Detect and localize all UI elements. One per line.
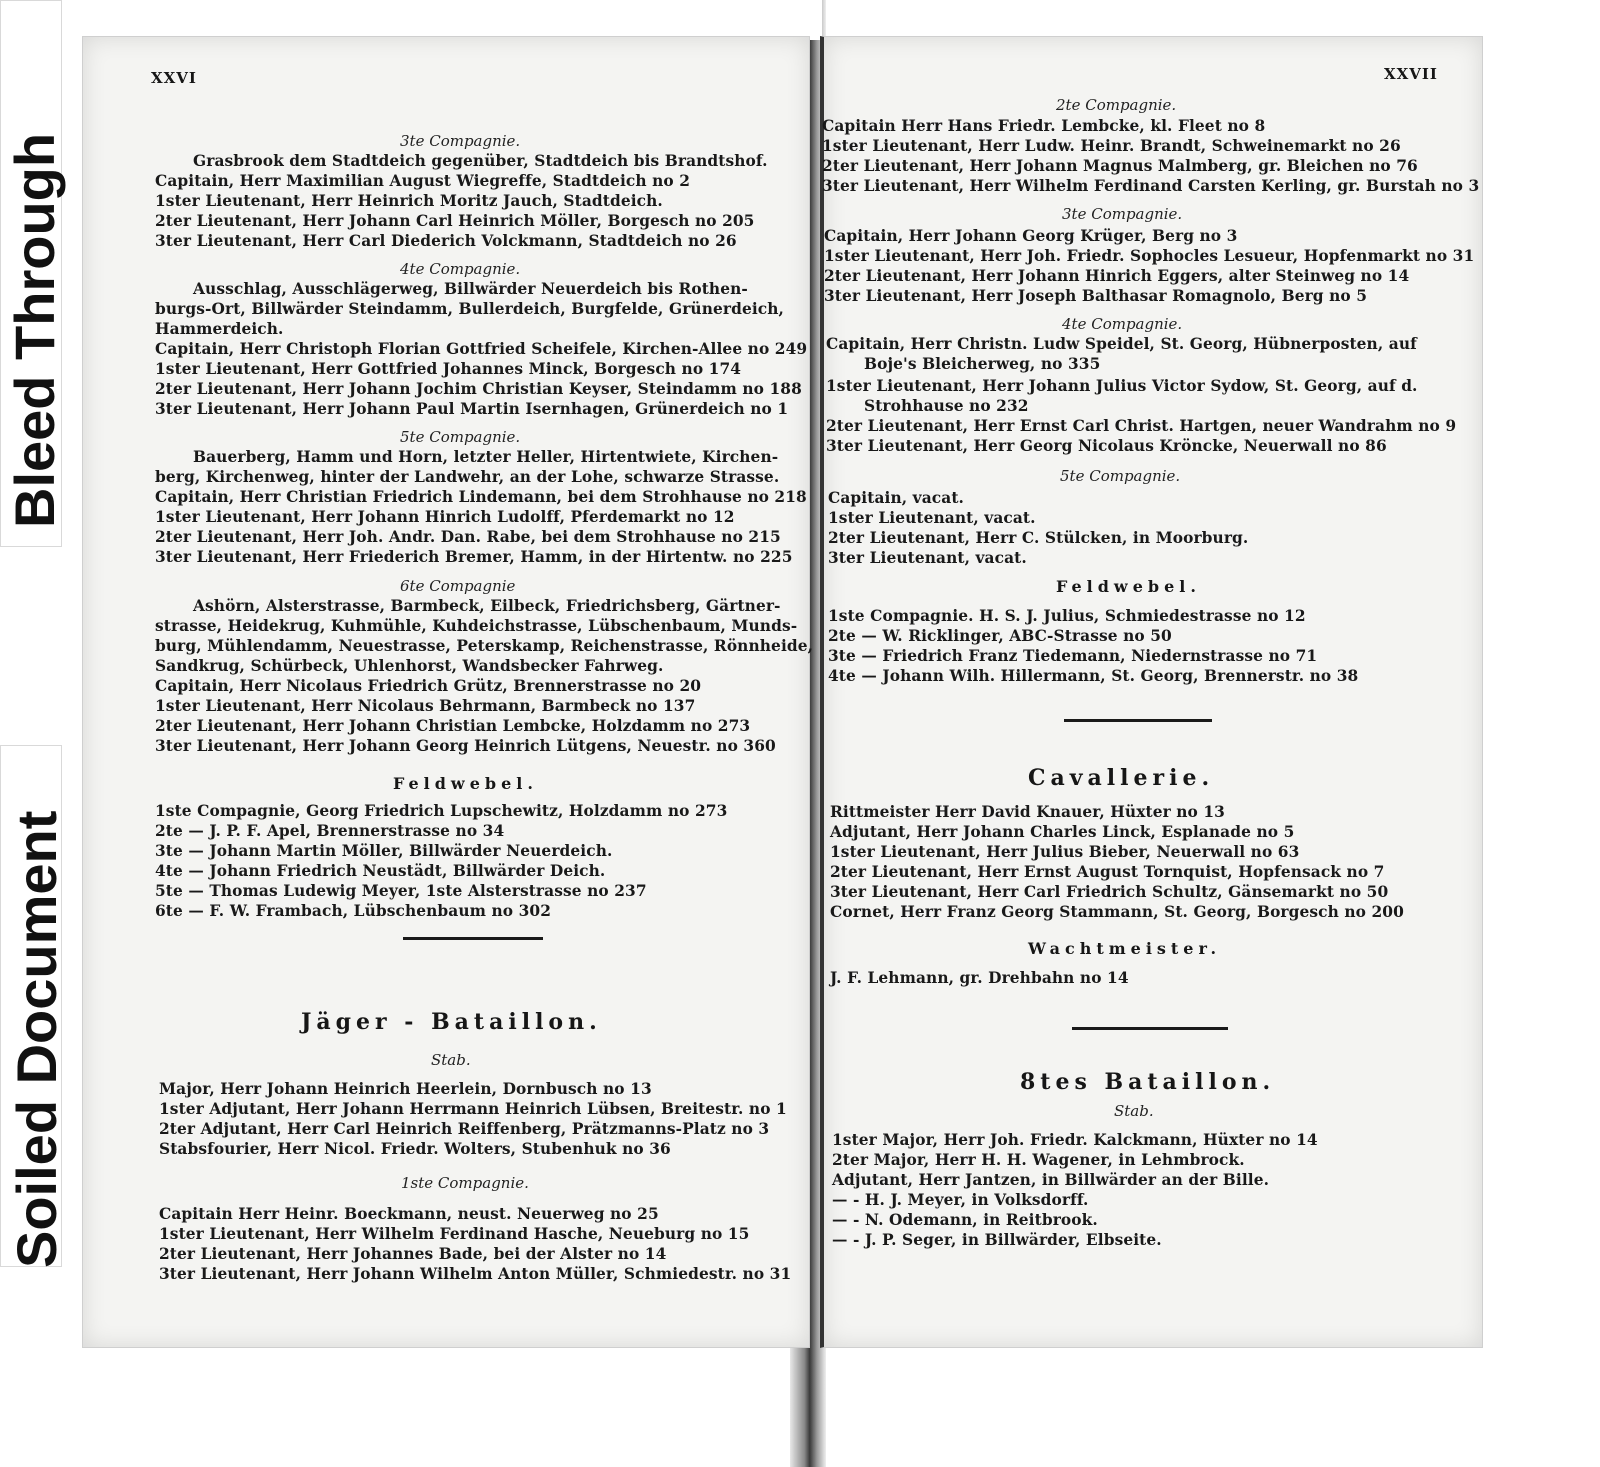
text-line: 2ter Lieutenant, Herr Johann Jochim Christian Keyser, Steindamm no 188 [155, 380, 802, 398]
subheading: 3te Compagnie. [1062, 205, 1183, 223]
text-line: Capitain, Herr Nicolaus Friedrich Grütz, Brennerstrasse no 20 [155, 677, 702, 695]
text-line: 2ter Lieutenant, Herr Johannes Bade, bei der Alster no 14 [159, 1245, 667, 1263]
text-line: J. F. Lehmann, gr. Drehbahn no 14 [830, 969, 1129, 987]
text-line: 5te — Thomas Ludewig Meyer, 1ste Alsterstrasse no 237 [155, 882, 647, 900]
subheading: 5te Compagnie. [1060, 467, 1181, 485]
text-line: 6te — F. W. Frambach, Lübschenbaum no 302 [155, 902, 552, 920]
text-line: Capitain, Herr Johann Georg Krüger, Berg no 3 [824, 227, 1238, 245]
text-line: burgs-Ort, Billwärder Steindamm, Bullerdeich, Burgfelde, Grünerdeich, [155, 300, 785, 318]
text-line: 3ter Lieutenant, Herr Wilhelm Ferdinand Carsten Kerling, gr. Burstah no 3 [822, 177, 1480, 195]
text-line: Capitain, Herr Maximilian August Wiegreffe, Stadtdeich no 2 [155, 172, 691, 190]
subheading: 6te Compagnie [400, 577, 516, 595]
text-line: 1ste Compagnie. H. S. J. Julius, Schmiedestrasse no 12 [828, 607, 1306, 625]
section-rule [1064, 719, 1212, 722]
text-line: strasse, Heidekrug, Kuhmühle, Kuhdeichstrasse, Lübschenbaum, Munds- [155, 617, 798, 635]
text-line: 1ster Lieutenant, vacat. [828, 509, 1036, 527]
section-rule [1072, 1027, 1228, 1030]
text-line: 1ster Adjutant, Herr Johann Herrmann Heinrich Lübsen, Breitestr. no 1 [159, 1100, 787, 1118]
subheading: 4te Compagnie. [400, 260, 521, 278]
subheading: Stab. [1114, 1102, 1154, 1120]
text-line: Grasbrook dem Stadtdeich gegenüber, Stadtdeich bis Brandtshof. [193, 152, 768, 170]
text-line: berg, Kirchenweg, hinter der Landwehr, an der Lohe, schwarze Strasse. [155, 468, 780, 486]
text-line: 2ter Lieutenant, Herr Johann Magnus Malmberg, gr. Bleichen no 76 [822, 157, 1418, 175]
text-line: 2ter Lieutenant, Herr C. Stülcken, in Moorburg. [828, 529, 1249, 547]
text-line: 2ter Adjutant, Herr Carl Heinrich Reiffenberg, Prätzmanns-Platz no 3 [159, 1120, 770, 1138]
text-line: — - J. P. Seger, in Billwärder, Elbseite. [832, 1231, 1162, 1249]
text-line: 3ter Lieutenant, Herr Joseph Balthasar Romagnolo, Berg no 5 [824, 287, 1368, 305]
section-heading: Feldwebel. [1056, 577, 1201, 596]
text-line: Sandkrug, Schürbeck, Uhlenhorst, Wandsbecker Fahrweg. [155, 657, 664, 675]
subheading: Stab. [431, 1051, 471, 1069]
subheading: 4te Compagnie. [1062, 315, 1183, 333]
text-line: 3ter Lieutenant, Herr Carl Diederich Volckmann, Stadtdeich no 26 [155, 232, 737, 250]
text-line: 1ster Lieutenant, Herr Johann Hinrich Ludolff, Pferdemarkt no 12 [155, 508, 735, 526]
subheading: 5te Compagnie. [400, 428, 521, 446]
text-line: 1ste Compagnie, Georg Friedrich Lupschewitz, Holzdamm no 273 [155, 802, 728, 820]
text-line: 1ster Lieutenant, Herr Gottfried Johannes Minck, Borgesch no 174 [155, 360, 742, 378]
section-heading: 8tes Bataillon. [1020, 1069, 1276, 1095]
text-line: Bauerberg, Hamm und Horn, letzter Heller, Hirtentwiete, Kirchen- [193, 448, 779, 466]
text-line: burg, Mühlendamm, Neuestrasse, Peterskamp, Reichenstrasse, Rönnheide, [155, 637, 814, 655]
text-line: Cornet, Herr Franz Georg Stammann, St. Georg, Borgesch no 200 [830, 903, 1404, 921]
text-line: 1ster Lieutenant, Herr Johann Julius Victor Sydow, St. Georg, auf d. [826, 377, 1418, 395]
text-line: 1ster Lieutenant, Herr Julius Bieber, Neuerwall no 63 [830, 843, 1300, 861]
text-line: Hammerdeich. [155, 320, 284, 338]
text-line: Capitain, Herr Christoph Florian Gottfried Scheifele, Kirchen-Allee no 249 [155, 340, 808, 358]
right-page [820, 36, 1483, 1348]
text-line: Adjutant, Herr Johann Charles Linck, Esplanade no 5 [830, 823, 1295, 841]
text-line: Adjutant, Herr Jantzen, in Billwärder an der Bille. [832, 1171, 1270, 1189]
section-heading: Jäger - Bataillon. [301, 1009, 602, 1035]
text-line: Boje's Bleicherweg, no 335 [864, 355, 1101, 373]
section-heading: Cavallerie. [1028, 765, 1215, 791]
text-line: Ausschlag, Ausschlägerweg, Billwärder Neuerdeich bis Rothen- [193, 280, 748, 298]
text-line: 2ter Lieutenant, Herr Joh. Andr. Dan. Rabe, bei dem Strohhause no 215 [155, 528, 781, 546]
text-line: 3ter Lieutenant, vacat. [828, 549, 1027, 567]
left-page-number: XXVI [151, 69, 197, 87]
text-line: Major, Herr Johann Heinrich Heerlein, Dornbusch no 13 [159, 1080, 652, 1098]
text-line: 2ter Lieutenant, Herr Ernst August Tornquist, Hopfensack no 7 [830, 863, 1385, 881]
text-line: Capitain Herr Heinr. Boeckmann, neust. Neuerweg no 25 [159, 1205, 659, 1223]
section-heading: Feldwebel. [393, 774, 538, 793]
text-line: 3ter Lieutenant, Herr Friederich Bremer, Hamm, in der Hirtentw. no 225 [155, 548, 793, 566]
text-line: Ashörn, Alsterstrasse, Barmbeck, Eilbeck, Friedrichsberg, Gärtner- [193, 597, 781, 615]
text-line: 2te — J. P. F. Apel, Brennerstrasse no 34 [155, 822, 505, 840]
text-line: 1ster Lieutenant, Herr Ludw. Heinr. Brandt, Schweinemarkt no 26 [822, 137, 1401, 155]
subheading: 2te Compagnie. [1056, 96, 1177, 114]
text-line: 2ter Lieutenant, Herr Johann Christian Lembcke, Holzdamm no 273 [155, 717, 751, 735]
subheading: 1ste Compagnie. [401, 1174, 529, 1192]
text-line: 1ster Lieutenant, Herr Wilhelm Ferdinand Hasche, Neueburg no 15 [159, 1225, 750, 1243]
text-line: 2ter Lieutenant, Herr Ernst Carl Christ. Hartgen, neuer Wandrahm no 9 [826, 417, 1457, 435]
text-line: 3ter Lieutenant, Herr Carl Friedrich Schultz, Gänsemarkt no 50 [830, 883, 1389, 901]
right-page-number: XXVII [1384, 65, 1438, 83]
text-line: 4te — Johann Wilh. Hillermann, St. Georg, Brennerstr. no 38 [828, 667, 1359, 685]
text-line: Capitain Herr Hans Friedr. Lembcke, kl. Fleet no 8 [822, 117, 1266, 135]
text-line: 1ster Lieutenant, Herr Nicolaus Behrmann, Barmbeck no 137 [155, 697, 696, 715]
text-line: — - N. Odemann, in Reitbrook. [832, 1211, 1098, 1229]
bleed-through-stamp [2, 468, 67, 528]
text-line: 3ter Lieutenant, Herr Johann Paul Martin Isernhagen, Grünerdeich no 1 [155, 400, 789, 418]
text-line: 3ter Lieutenant, Herr Johann Georg Heinrich Lütgens, Neuestr. no 360 [155, 737, 776, 755]
text-line: Strohhause no 232 [864, 397, 1029, 415]
text-line: 1ster Lieutenant, Herr Heinrich Moritz Jauch, Stadtdeich. [155, 192, 663, 210]
text-line: 1ster Lieutenant, Herr Joh. Friedr. Sophocles Lesueur, Hopfenmarkt no 31 [824, 247, 1475, 265]
text-line: 3ter Lieutenant, Herr Johann Wilhelm Anton Müller, Schmiedestr. no 31 [159, 1265, 792, 1283]
left-page [82, 36, 814, 1348]
text-line: 4te — Johann Friedrich Neustädt, Billwärder Deich. [155, 862, 606, 880]
text-line: 2ter Lieutenant, Herr Johann Carl Heinrich Möller, Borgesch no 205 [155, 212, 755, 230]
text-line: Capitain, Herr Christn. Ludw Speidel, St. Georg, Hübnerposten, auf [826, 335, 1417, 353]
section-rule [403, 937, 543, 940]
text-line: 2ter Lieutenant, Herr Johann Hinrich Eggers, alter Steinweg no 14 [824, 267, 1410, 285]
text-line: Stabsfourier, Herr Nicol. Friedr. Wolters, Stubenhuk no 36 [159, 1140, 671, 1158]
subheading: 3te Compagnie. [400, 132, 521, 150]
soiled-document-stamp [4, 1208, 69, 1268]
section-heading: Wachtmeister. [1028, 939, 1222, 958]
text-line: 1ster Major, Herr Joh. Friedr. Kalckmann, Hüxter no 14 [832, 1131, 1318, 1149]
text-line: Capitain, vacat. [828, 489, 964, 507]
text-line: 3te — Johann Martin Möller, Billwärder Neuerdeich. [155, 842, 613, 860]
text-line: 2ter Major, Herr H. H. Wagener, in Lehmbrock. [832, 1151, 1245, 1169]
text-line: Rittmeister Herr David Knauer, Hüxter no 13 [830, 803, 1225, 821]
text-line: 3ter Lieutenant, Herr Georg Nicolaus Kröncke, Neuerwall no 86 [826, 437, 1387, 455]
text-line: Capitain, Herr Christian Friedrich Lindemann, bei dem Strohhause no 218 [155, 488, 807, 506]
text-line: — - H. J. Meyer, in Volksdorff. [832, 1191, 1089, 1209]
text-line: 2te — W. Ricklinger, ABC-Strasse no 50 [828, 627, 1172, 645]
text-line: 3te — Friedrich Franz Tiedemann, Niedernstrasse no 71 [828, 647, 1318, 665]
